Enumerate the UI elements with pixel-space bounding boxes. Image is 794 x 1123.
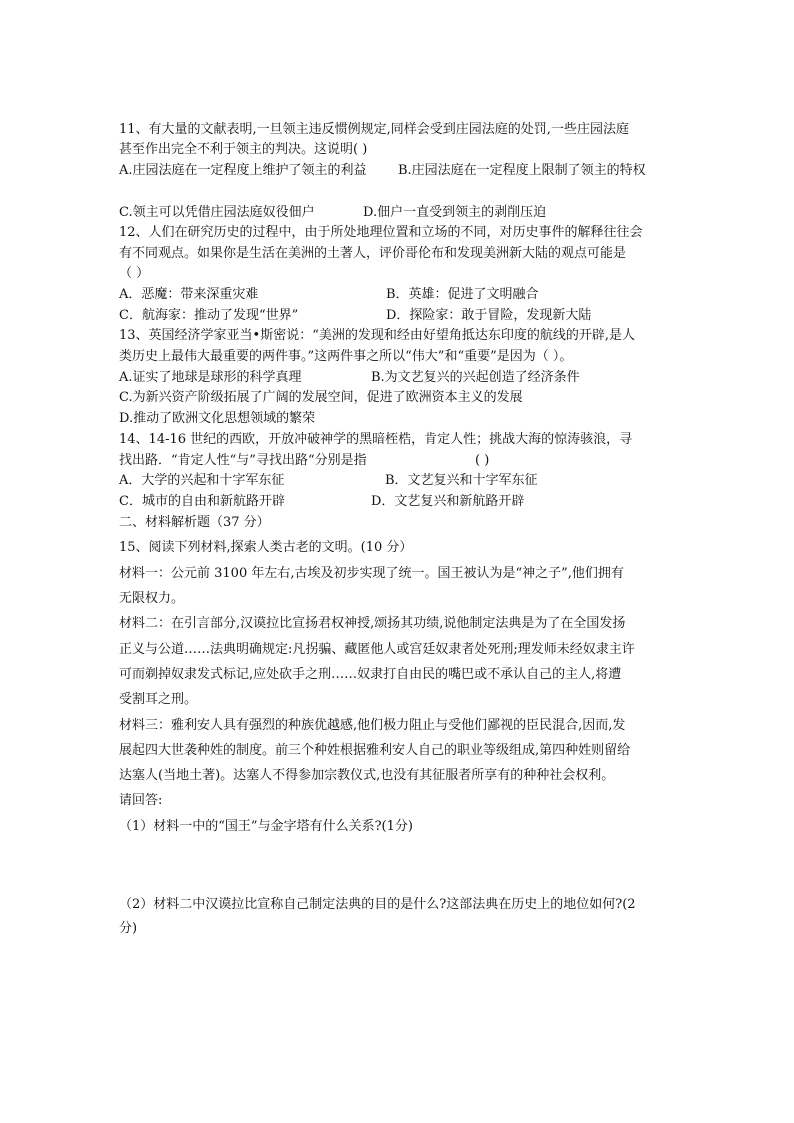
material-3-line-3: 达塞人(当地土著)。达塞人不得参加宗教仪式,也没有其征服者所享有的种种社会权利。 <box>119 768 615 783</box>
material-2-line-2: 正义与公道……法典明确规定:凡拐骗、藏匿他人或宫廷奴隶者处死刑;理发师未经奴隶主许 <box>119 642 635 657</box>
q12-option-b: B．英雄：促进了文明融合 <box>386 287 539 302</box>
q11-options-ab <box>119 161 646 181</box>
q14-option-d: D．文艺复兴和新航路开辟 <box>371 494 525 509</box>
q13-option-b: B.为文艺复兴的兴起创造了经济条件 <box>371 370 580 385</box>
q13-stem-line-1: 13、英国经济学家亚当•斯密说：“美洲的发现和经由好望角抵达东印度的航线的开辟,是人 <box>119 328 635 343</box>
sub-question-2-line-2: 分) <box>119 921 138 936</box>
q11-stem-line-2: 甚至作出完全不利于领主的判决。这说明( ) <box>119 142 368 157</box>
sub-question-2-line-1: （2）材料二中汉谟拉比宣称自己制定法典的目的是什么?这部法典在历史上的地位如何?(2 <box>119 897 636 912</box>
q14-option-a: A．大学的兴起和十字军东征 <box>119 473 285 488</box>
q11-option-c: C.领主可以凭借庄园法庭奴役佃户 <box>119 205 315 220</box>
q11-option-b: B.庄园法庭在一定程度上限制了领主的特权 <box>398 163 646 178</box>
material-3-line-2: 展起四大世袭种姓的制度。前三个种姓根据雅利安人自己的职业等级组成,第四种姓则留给 <box>119 743 631 758</box>
material-1-line-2: 无限权力。 <box>119 591 185 606</box>
material-2-line-4: 受割耳之刑。 <box>119 692 198 707</box>
q11-options-cd <box>119 203 546 223</box>
q12-stem-line-3: （ ） <box>119 266 150 281</box>
answer-prompt: 请回答: <box>119 793 163 808</box>
material-3-line-1: 材料三：雅利安人具有强烈的种族优越感,他们极力阻止与受他们鄙视的臣民混合,因而,发 <box>119 718 626 733</box>
q13-option-c: C.为新兴资产阶级拓展了广阔的发展空间，促进了欧洲资本主义的发展 <box>119 390 523 405</box>
q14-stem-text: 找出路．“肯定人性“与”寻找出路“分别是指 <box>119 453 367 468</box>
q11-option-a: A.庄园法庭在一定程度上维护了领主的利益 <box>119 163 367 178</box>
q15-intro: 15、阅读下列材料,探索人类古老的文明。(10 分） <box>119 540 413 555</box>
q12-option-c: C．航海家：推动了发现“世界” <box>119 308 299 323</box>
q12-option-d: D．探险家：敢于冒险，发现新大陆 <box>386 308 592 323</box>
q12-option-a: A．恶魔：带来深重灾难 <box>119 287 259 302</box>
q14-options-ab <box>119 471 538 491</box>
q14-answer-paren: ( ) <box>475 453 490 468</box>
material-2-line-3: 可而剃掉奴隶发式标记,应处砍手之刑……奴隶打自由民的嘴巴或不承认自己的主人,将遭 <box>119 667 622 682</box>
q11-option-d: D.佃户一直受到领主的剥削压迫 <box>363 205 547 220</box>
q13-option-d: D.推动了欧洲文化思想领域的繁荣 <box>119 411 316 426</box>
q13-options-ab <box>119 368 580 388</box>
q14-option-b: B．文艺复兴和十字军东征 <box>385 473 538 488</box>
q11-stem-line-1: 11、有大量的文献表明,一旦领主违反惯例规定,同样会受到庄园法庭的处罚,一些庄园法庭 <box>119 122 629 137</box>
section-2-title: 二、材料解析题（37 分） <box>119 515 270 530</box>
q12-stem-line-2: 有不同观点。如果你是生活在美洲的土著人，评价哥伦布和发现美洲新大陆的观点可能是 <box>119 246 627 261</box>
q12-options-cd <box>119 306 591 326</box>
sub-question-1: （1）材料一中的“国王”与金字塔有什么关系?(1分) <box>119 819 413 834</box>
q14-option-c: C．城市的自由和新航路开辟 <box>119 494 285 509</box>
material-2-line-1: 材料二：在引言部分,汉谟拉比宣扬君权神授,颂扬其功绩,说他制定法典是为了在全国发扬 <box>119 616 626 631</box>
q14-options-cd <box>119 492 524 512</box>
q13-stem-line-2: 类历史上最伟大最重要的两件事。”这两件事之所以“伟大”和“重要”是因为（ ）。 <box>119 349 573 364</box>
q13-option-a: A.证实了地球是球形的科学真理 <box>119 370 302 385</box>
q12-options-ab <box>119 285 539 305</box>
q12-stem-line-1: 12、人们在研究历史的过程中，由于所处地理位置和立场的不同，对历史事件的解释往往会 <box>119 225 643 240</box>
q14-stem-line-1: 14、14-16 世纪的西欧，开放冲破神学的黑暗桎梏，肯定人性；挑战大海的惊涛骇浪，寻 <box>119 432 633 447</box>
material-1-line-1: 材料一：公元前 3100 年左右,古埃及初步实现了统一。国王被认为是“神之子”,他们拥有 <box>119 566 624 581</box>
q14-stem-line-2 <box>119 451 489 471</box>
